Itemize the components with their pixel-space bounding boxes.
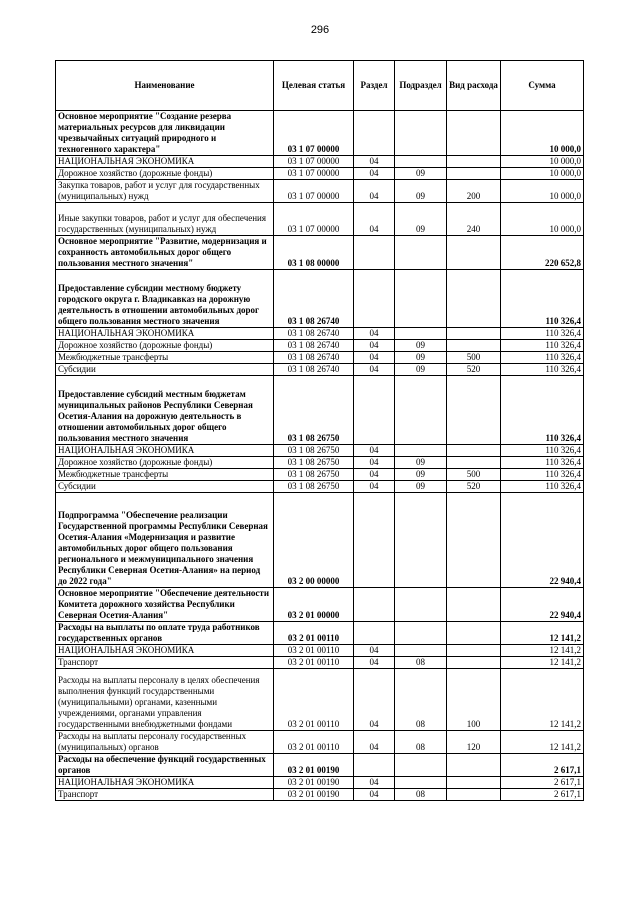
cell-expense-type — [447, 754, 501, 777]
cell-subsection — [395, 754, 447, 777]
cell-subsection: 08 — [395, 657, 447, 669]
cell-expense-type — [447, 789, 501, 801]
cell-name: Субсидии — [56, 481, 274, 493]
table-row — [56, 754, 584, 777]
cell-section: 04 — [354, 731, 395, 754]
cell-subsection — [395, 645, 447, 657]
cell-expense-type: 500 — [447, 469, 501, 481]
cell-amount: 110 326,4 — [501, 270, 584, 328]
cell-section: 04 — [354, 352, 395, 364]
table-row — [56, 645, 584, 657]
cell-name: НАЦИОНАЛЬНАЯ ЭКОНОМИКА — [56, 156, 274, 168]
cell-expense-type — [447, 236, 501, 270]
table-row — [56, 340, 584, 352]
cell-section: 04 — [354, 657, 395, 669]
table-row — [56, 270, 584, 328]
cell-name: Подпрограмма "Обеспечение реализации Государственной программы Республики Северная Осетия-Алания «Модернизация и развитие автомобильных дорог общего пользования регионального и межмуниципального значения Республики Северная Осетия-Алания» на период до 2022 года" — [56, 493, 274, 588]
cell-subsection: 09 — [395, 340, 447, 352]
cell-expense-type: 100 — [447, 669, 501, 731]
cell-section — [354, 588, 395, 622]
cell-target: 03 2 01 00190 — [274, 754, 354, 777]
cell-section — [354, 376, 395, 445]
cell-target: 03 1 07 00000 — [274, 180, 354, 203]
cell-subsection: 09 — [395, 457, 447, 469]
cell-subsection: 08 — [395, 789, 447, 801]
cell-subsection — [395, 111, 447, 156]
table-row — [56, 352, 584, 364]
cell-section: 04 — [354, 364, 395, 376]
cell-section — [354, 236, 395, 270]
cell-subsection: 09 — [395, 180, 447, 203]
cell-section: 04 — [354, 168, 395, 180]
cell-amount: 12 141,2 — [501, 731, 584, 754]
table-row — [56, 469, 584, 481]
cell-subsection — [395, 328, 447, 340]
cell-expense-type: 520 — [447, 481, 501, 493]
table-row — [56, 364, 584, 376]
cell-name: Транспорт — [56, 789, 274, 801]
cell-name: Расходы на выплаты по оплате труда работников государственных органов — [56, 622, 274, 645]
cell-section — [354, 270, 395, 328]
cell-target: 03 2 01 00110 — [274, 645, 354, 657]
table-row — [56, 236, 584, 270]
cell-section — [354, 754, 395, 777]
cell-subsection — [395, 236, 447, 270]
cell-section: 04 — [354, 156, 395, 168]
cell-name: Межбюджетные трансферты — [56, 469, 274, 481]
cell-target: 03 2 01 00000 — [274, 588, 354, 622]
cell-target: 03 1 08 26740 — [274, 340, 354, 352]
cell-amount: 110 326,4 — [501, 376, 584, 445]
cell-subsection: 09 — [395, 352, 447, 364]
cell-expense-type — [447, 270, 501, 328]
cell-expense-type — [447, 168, 501, 180]
cell-section: 04 — [354, 481, 395, 493]
cell-amount: 10 000,0 — [501, 203, 584, 236]
cell-name: Субсидии — [56, 364, 274, 376]
header-expense-type: Вид расхода — [447, 61, 501, 111]
table-row — [56, 445, 584, 457]
cell-target: 03 1 08 26750 — [274, 469, 354, 481]
header-amount: Сумма — [501, 61, 584, 111]
table-row — [56, 203, 584, 236]
cell-subsection — [395, 493, 447, 588]
table-row — [56, 493, 584, 588]
cell-expense-type — [447, 777, 501, 789]
table-row — [56, 156, 584, 168]
cell-amount: 10 000,0 — [501, 180, 584, 203]
cell-expense-type — [447, 645, 501, 657]
cell-amount: 12 141,2 — [501, 657, 584, 669]
cell-amount: 110 326,4 — [501, 457, 584, 469]
cell-name: Дорожное хозяйство (дорожные фонды) — [56, 340, 274, 352]
cell-subsection — [395, 156, 447, 168]
cell-amount: 110 326,4 — [501, 340, 584, 352]
cell-expense-type — [447, 622, 501, 645]
cell-name: Транспорт — [56, 657, 274, 669]
cell-name: Расходы на выплаты персоналу в целях обеспечения выполнения функций государственными (муниципальными) органами, казенными учреждениями, органами управления государственными внебюджетными фондами — [56, 669, 274, 731]
cell-target: 03 1 08 26740 — [274, 352, 354, 364]
cell-expense-type — [447, 328, 501, 340]
cell-target: 03 2 00 00000 — [274, 493, 354, 588]
cell-section: 04 — [354, 203, 395, 236]
cell-expense-type: 200 — [447, 180, 501, 203]
cell-amount: 10 000,0 — [501, 156, 584, 168]
cell-amount: 12 141,2 — [501, 645, 584, 657]
cell-target: 03 1 07 00000 — [274, 168, 354, 180]
cell-name: Основное мероприятие "Развитие, модернизация и сохранность автомобильных дорог общего пользования местного значения" — [56, 236, 274, 270]
cell-amount: 10 000,0 — [501, 111, 584, 156]
cell-amount: 22 940,4 — [501, 493, 584, 588]
table-row — [56, 731, 584, 754]
cell-amount: 22 940,4 — [501, 588, 584, 622]
cell-amount: 110 326,4 — [501, 445, 584, 457]
cell-name: Дорожное хозяйство (дорожные фонды) — [56, 457, 274, 469]
cell-section: 04 — [354, 789, 395, 801]
cell-expense-type — [447, 457, 501, 469]
cell-name: НАЦИОНАЛЬНАЯ ЭКОНОМИКА — [56, 328, 274, 340]
cell-expense-type — [447, 340, 501, 352]
cell-expense-type — [447, 376, 501, 445]
cell-name: НАЦИОНАЛЬНАЯ ЭКОНОМИКА — [56, 445, 274, 457]
cell-expense-type: 120 — [447, 731, 501, 754]
cell-subsection: 09 — [395, 481, 447, 493]
cell-name: НАЦИОНАЛЬНАЯ ЭКОНОМИКА — [56, 645, 274, 657]
cell-name: Дорожное хозяйство (дорожные фонды) — [56, 168, 274, 180]
header-section: Раздел — [354, 61, 395, 111]
cell-expense-type: 240 — [447, 203, 501, 236]
cell-section: 04 — [354, 469, 395, 481]
cell-amount: 110 326,4 — [501, 328, 584, 340]
table-row — [56, 789, 584, 801]
cell-subsection — [395, 622, 447, 645]
cell-amount: 2 617,1 — [501, 777, 584, 789]
cell-subsection: 09 — [395, 364, 447, 376]
table-row — [56, 457, 584, 469]
cell-subsection: 09 — [395, 203, 447, 236]
cell-target: 03 1 07 00000 — [274, 111, 354, 156]
table-row — [56, 111, 584, 156]
cell-target: 03 1 08 26750 — [274, 457, 354, 469]
cell-amount: 110 326,4 — [501, 364, 584, 376]
cell-subsection — [395, 270, 447, 328]
cell-name: Основное мероприятие "Создание резерва материальных ресурсов для ликвидации чрезвычайных ситуаций природного и техногенного характера" — [56, 111, 274, 156]
cell-name: Предоставление субсидий местным бюджетам муниципальных районов Республики Северная Осетия-Алания на дорожную деятельность в отношении автомобильных дорог общего пользования местного значения — [56, 376, 274, 445]
table-row — [56, 168, 584, 180]
cell-amount: 110 326,4 — [501, 481, 584, 493]
cell-target: 03 1 07 00000 — [274, 156, 354, 168]
cell-expense-type: 500 — [447, 352, 501, 364]
cell-subsection: 08 — [395, 669, 447, 731]
cell-section: 04 — [354, 340, 395, 352]
cell-target: 03 2 01 00110 — [274, 657, 354, 669]
cell-section — [354, 493, 395, 588]
cell-target: 03 1 08 26750 — [274, 445, 354, 457]
cell-amount: 110 326,4 — [501, 469, 584, 481]
cell-name: Расходы на выплаты персоналу государственных (муниципальных) органов — [56, 731, 274, 754]
cell-target: 03 1 07 00000 — [274, 203, 354, 236]
table-row — [56, 622, 584, 645]
cell-subsection: 08 — [395, 731, 447, 754]
cell-expense-type — [447, 588, 501, 622]
cell-target: 03 1 08 26740 — [274, 364, 354, 376]
cell-amount: 10 000,0 — [501, 168, 584, 180]
cell-section: 04 — [354, 457, 395, 469]
table-row — [56, 481, 584, 493]
cell-section: 04 — [354, 777, 395, 789]
cell-subsection: 09 — [395, 168, 447, 180]
cell-section: 04 — [354, 645, 395, 657]
header-name: Наименование — [56, 61, 274, 111]
cell-expense-type: 520 — [447, 364, 501, 376]
table-row — [56, 777, 584, 789]
table-row — [56, 669, 584, 731]
cell-name: НАЦИОНАЛЬНАЯ ЭКОНОМИКА — [56, 777, 274, 789]
table-row — [56, 180, 584, 203]
cell-target: 03 2 01 00190 — [274, 789, 354, 801]
cell-subsection — [395, 777, 447, 789]
table-row — [56, 376, 584, 445]
table-row — [56, 328, 584, 340]
table-row — [56, 657, 584, 669]
cell-name: Межбюджетные трансферты — [56, 352, 274, 364]
cell-target: 03 2 01 00110 — [274, 731, 354, 754]
table-body — [56, 111, 584, 801]
cell-amount: 2 617,1 — [501, 789, 584, 801]
cell-subsection — [395, 588, 447, 622]
cell-target: 03 1 08 00000 — [274, 236, 354, 270]
table-row — [56, 588, 584, 622]
cell-amount: 220 652,8 — [501, 236, 584, 270]
cell-section: 04 — [354, 328, 395, 340]
cell-target: 03 1 08 26740 — [274, 328, 354, 340]
cell-expense-type — [447, 657, 501, 669]
cell-amount: 2 617,1 — [501, 754, 584, 777]
cell-subsection: 09 — [395, 469, 447, 481]
cell-section — [354, 622, 395, 645]
header-target: Целевая статья — [274, 61, 354, 111]
cell-target: 03 2 01 00110 — [274, 622, 354, 645]
cell-name: Расходы на обеспечение функций государственных органов — [56, 754, 274, 777]
cell-amount: 12 141,2 — [501, 669, 584, 731]
cell-expense-type — [447, 445, 501, 457]
cell-subsection — [395, 376, 447, 445]
cell-target: 03 1 08 26750 — [274, 376, 354, 445]
header-subsection: Подраздел — [395, 61, 447, 111]
table-header-row — [56, 61, 584, 111]
cell-section: 04 — [354, 669, 395, 731]
cell-section: 04 — [354, 445, 395, 457]
cell-expense-type — [447, 493, 501, 588]
budget-table — [55, 60, 584, 801]
cell-section — [354, 111, 395, 156]
cell-name: Основное мероприятие "Обеспечение деятельности Комитета дорожного хозяйства Республики Северная Осетия-Алания" — [56, 588, 274, 622]
cell-expense-type — [447, 156, 501, 168]
cell-target: 03 2 01 00110 — [274, 669, 354, 731]
page-number: 296 — [310, 24, 330, 36]
cell-target: 03 1 08 26750 — [274, 481, 354, 493]
cell-name: Закупка товаров, работ и услуг для государственных (муниципальных) нужд — [56, 180, 274, 203]
cell-name: Предоставление субсидии местному бюджету городского округа г. Владикавказ на дорожную деятельность в отношении автомобильных дорог общего пользования местного значения — [56, 270, 274, 328]
cell-name: Иные закупки товаров, работ и услуг для обеспечения государственных (муниципальных) нужд — [56, 203, 274, 236]
cell-target: 03 1 08 26740 — [274, 270, 354, 328]
cell-section: 04 — [354, 180, 395, 203]
cell-amount: 110 326,4 — [501, 352, 584, 364]
cell-amount: 12 141,2 — [501, 622, 584, 645]
cell-target: 03 2 01 00190 — [274, 777, 354, 789]
cell-subsection — [395, 445, 447, 457]
cell-expense-type — [447, 111, 501, 156]
